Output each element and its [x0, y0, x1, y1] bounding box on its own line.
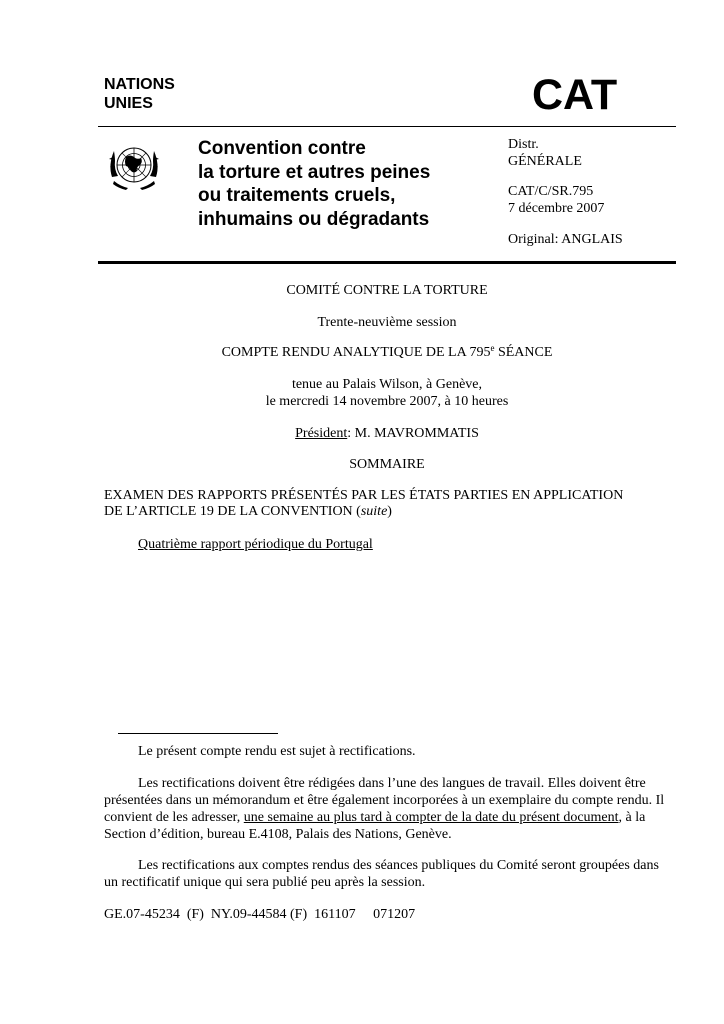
- org-line-2: UNIES: [104, 95, 153, 112]
- president-label: Président: [295, 426, 348, 441]
- distribution-value: GÉNÉRALE: [508, 154, 582, 169]
- org-line-1: NATIONS: [104, 76, 175, 93]
- document-series-symbol: CAT: [532, 71, 618, 119]
- footnote-separator: [118, 733, 278, 734]
- president-separator: :: [347, 426, 355, 441]
- header-thick-rule: [98, 261, 676, 264]
- convention-title-line: inhumains ou dégradants: [198, 208, 430, 230]
- footnote-p2-underlined: une semaine au plus tard à compter de la date du présent document: [243, 810, 619, 825]
- summary-item-prefix: DE L’ARTICLE 19 DE LA CONVENTION (: [104, 504, 361, 519]
- footnote-paragraph-1: Le présent compte rendu est sujet à rectifications.: [138, 744, 416, 759]
- original-language: Original: ANGLAIS: [508, 232, 623, 247]
- summary-item-line-1: EXAMEN DES RAPPORTS PRÉSENTÉS PAR LES ÉTATS PARTIES EN APPLICATION: [104, 488, 624, 503]
- document-date: 7 décembre 2007: [508, 201, 605, 216]
- convention-title: [198, 137, 430, 231]
- summary-item-suffix: ): [387, 504, 392, 519]
- president-name: M. MAVROMMATIS: [354, 426, 479, 441]
- president-line: [98, 425, 676, 442]
- distribution-label: Distr.: [508, 137, 539, 152]
- venue-line-1: tenue au Palais Wilson, à Genève,: [291, 377, 483, 392]
- venue-line-2: le mercredi 14 novembre 2007, à 10 heures: [265, 394, 509, 409]
- record-title-superscript: e: [490, 343, 495, 353]
- job-number: GE.07-45234 (F) NY.09-44584 (F) 161107 071207: [104, 907, 416, 922]
- footnote-paragraph-3: Les rectifications aux comptes rendus des séances publiques du Comité seront groupées dans un rectificatif unique qui sera publié peu après la session.: [104, 858, 659, 890]
- summary-subitem: Quatrième rapport périodique du Portugal: [138, 537, 373, 552]
- un-emblem-icon: [104, 137, 164, 197]
- record-title: [98, 344, 676, 361]
- convention-title-line: Convention contre: [198, 138, 366, 159]
- footnote-paragraph-2: [104, 775, 672, 843]
- document-symbol: CAT/C/SR.795: [508, 184, 594, 199]
- convention-title-line: la torture et autres peines: [198, 161, 431, 183]
- convention-title-line: ou traitements cruels,: [198, 185, 396, 206]
- committee-name: COMITÉ CONTRE LA TORTURE: [286, 283, 488, 298]
- summary-item-italic: suite: [360, 504, 388, 519]
- record-title-suffix: SÉANCE: [494, 345, 553, 360]
- header-rule: [98, 126, 676, 127]
- session-name: Trente-neuvième session: [317, 315, 457, 330]
- summary-item-line-2: [104, 503, 392, 520]
- summary-heading: SOMMAIRE: [349, 457, 425, 472]
- record-title-prefix: COMPTE RENDU ANALYTIQUE DE LA 795: [221, 345, 491, 360]
- footnote-p2-after: , à la Section d’édition, bureau E.4108, Palais des Nations, Genève.: [104, 810, 646, 842]
- footnote-p2-before: Les rectifications doivent être rédigées dans l’une des langues de travail. Elles doivent être présentées dans un mémorandum et être également incorporées à un exemplaire du compte rendu. Il convient de les adresser,: [104, 776, 665, 825]
- organization-name: [104, 75, 175, 113]
